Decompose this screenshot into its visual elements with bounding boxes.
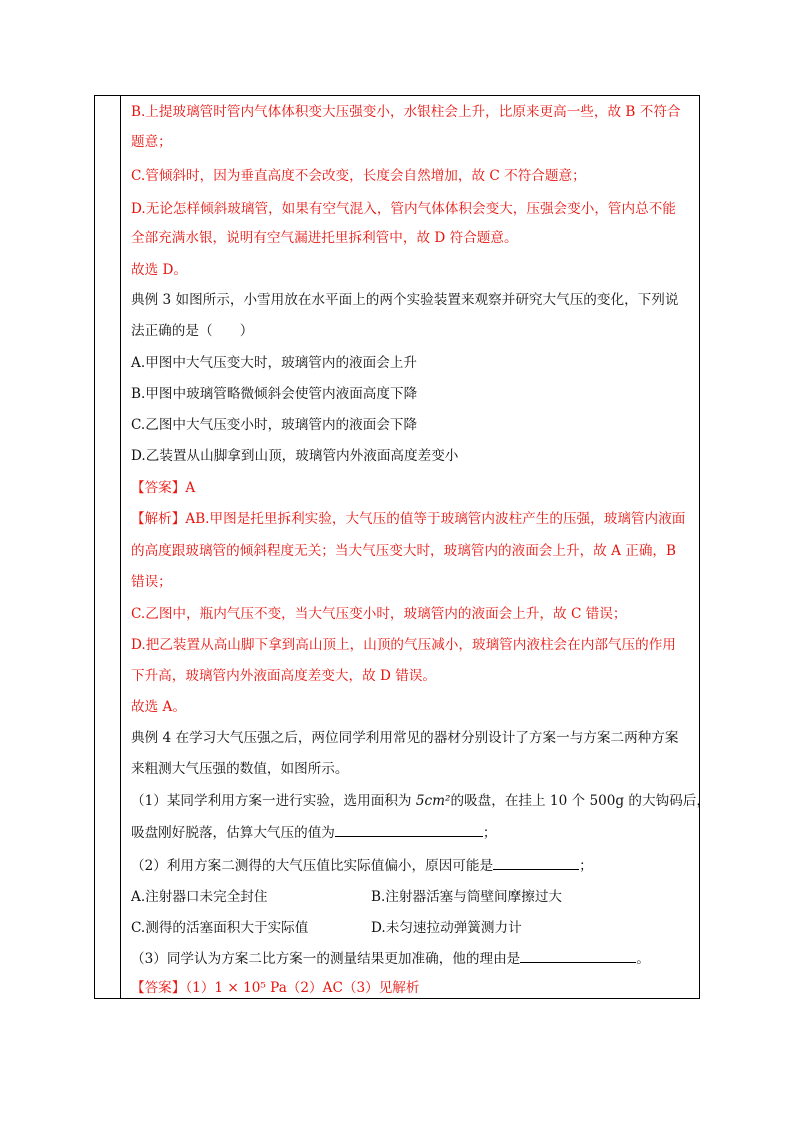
area-formula: 5cm² <box>415 793 451 809</box>
text-line: 全部充满水银，说明有空气漏进托里拆利管中，故 D 符合题意。 <box>131 230 518 246</box>
option-a: A.甲图中大气压变大时，玻璃管内的液面会上升 <box>131 355 418 371</box>
punct: ； <box>482 825 497 841</box>
answer-blank <box>493 855 579 870</box>
text-line: D.把乙装置从高山脚下拿到高山顶上，山顶的气压减小，玻璃管内液柱会在内部气压的作用 <box>131 637 676 653</box>
sub-question-3-prompt: （3）同学认为方案二比方案一的测量结果更加准确，他的理由是 <box>131 951 521 967</box>
sub-question-1 <box>131 791 710 811</box>
text-line: D.无论怎样倾斜玻璃管，如果有空气混入，管内气体体积会变大，压强会变小，管内总不能 <box>131 201 676 217</box>
analysis-line <box>131 509 685 529</box>
answer-tag: 【答案】 <box>131 480 186 496</box>
left-column <box>95 96 121 998</box>
final-answer <box>131 978 419 998</box>
question-4-stem: 典例 4 在学习大气压强之后，两位同学利用常见的器材分别设计了方案一与方案二两种方案 <box>131 730 679 746</box>
text-line: C.乙图中，瓶内气压不变，当大气压变小时，玻璃管内的液面会上升，故 C 错误； <box>131 606 627 622</box>
answer-value: （1）1 × 10⁵ Pa（2）AC（3）见解析 <box>185 980 420 996</box>
option-d: D.未匀速拉动弹簧测力计 <box>371 920 522 936</box>
text-line: 的高度跟玻璃管的倾斜程度无关；当大气压变大时，玻璃管内的液面会上升，故 A 正确，B <box>131 543 677 559</box>
option-c: C.乙图中大气压变小时，玻璃管内的液面会下降 <box>131 417 418 433</box>
sub-question-1-text: （1）某同学利用方案一进行实验，选用面积为 <box>131 793 416 809</box>
option-b: B.甲图中玻璃管略微倾斜会使管内液面高度下降 <box>131 386 418 402</box>
sub-question-1-text-end: 的吸盘，在挂上 10 个 500g 的大钩码后， <box>450 793 710 809</box>
analysis-tag: 【解析】 <box>131 511 186 527</box>
sub-question-2 <box>131 855 593 876</box>
option-b: B.注射器活塞与筒壁间摩擦过大 <box>371 889 563 905</box>
answer-table <box>94 95 710 999</box>
options-row-2 <box>131 918 693 938</box>
question-3-stem: 典例 3 如图所示，小雪用放在水平面上的两个实验装置来观察并研究大气压的变化，下列说 <box>131 292 679 308</box>
sub-question-1-cont <box>131 822 497 843</box>
sub-question-2-prompt: （2）利用方案二测得的大气压值比实际值偏小，原因可能是 <box>131 858 494 874</box>
text-line: C.管倾斜时，因为垂直高度不会改变，长度会自然增加，故 C 不符合题意； <box>131 168 586 184</box>
options-row-1 <box>131 887 693 907</box>
answer-line <box>131 478 195 498</box>
text-line: 下升高，玻璃管内外液面高度差变大，故 D 错误。 <box>131 668 437 684</box>
text-line: 题意； <box>131 134 172 150</box>
answer-tag: 【答案】 <box>131 980 186 996</box>
answer-blank <box>335 822 483 837</box>
answer-blank <box>520 948 636 963</box>
text-line: B.上提玻璃管时管内气体体积变大压强变小，水银柱会上升，比原来更高一些，故 B 不符合 <box>131 104 681 120</box>
analysis-text: AB.甲图是托里拆利实验，大气压的值等于玻璃管内波柱产生的压强，玻璃管内液面 <box>185 511 686 527</box>
option-a: A.注射器口未完全封住 <box>131 889 268 905</box>
text-line: 故选 A。 <box>131 699 186 715</box>
option-c: C.测得的活塞面积大于实际值 <box>131 920 309 936</box>
text-line: 错误； <box>131 574 172 590</box>
answer-value: A <box>185 480 196 496</box>
punct: 。 <box>636 951 650 967</box>
question-3-stem-cont: 法正确的是（ ） <box>131 323 254 339</box>
text-line: 故选 D。 <box>131 262 188 278</box>
option-d: D.乙装置从山脚拿到山顶，玻璃管内外液面高度差变小 <box>131 448 459 464</box>
sub-question-1-prompt: 吸盘刚好脱落，估算大气压的值为 <box>131 825 335 841</box>
sub-question-3 <box>131 948 650 969</box>
question-4-stem-cont: 来粗测大气压强的数值，如图所示。 <box>131 761 349 777</box>
punct: ； <box>579 858 593 874</box>
